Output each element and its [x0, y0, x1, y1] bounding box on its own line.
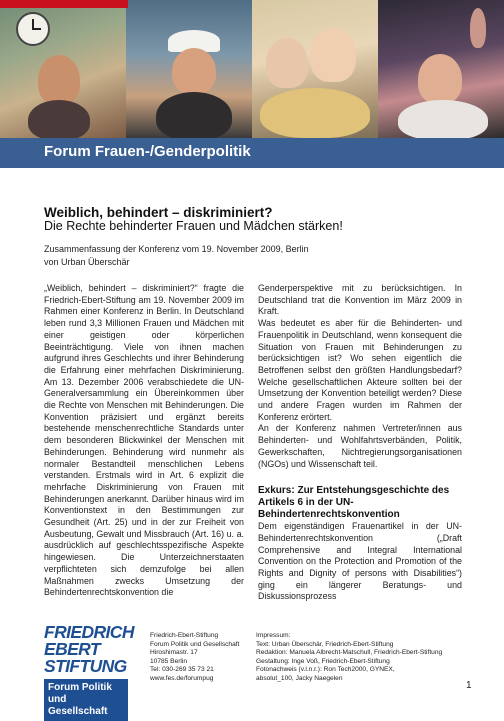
body-paragraph: Genderperspektive mit zu berücksichtigen. In Deutschland trat die Konvention im März 2009 in Kraft.: [258, 283, 462, 317]
impressum-line: absolut_100, Jacky Naegelen: [256, 674, 343, 682]
red-accent-tab: [0, 0, 128, 8]
body-paragraph: An der Konferenz nahmen Vertreter/innen aus Behinderten- und Wohlfahrtsverbänden, Politik, Gewerkschaften, Nichtregierungsorganisationen (NGOs) und Wissenschaft teil.: [258, 423, 462, 469]
footer-address: [150, 632, 239, 684]
address-website-link[interactable]: www.fes.de/forumpug: [150, 674, 214, 682]
address-line: Tel: 030-269 35 73 21: [150, 666, 214, 674]
meta-conference-line: Zusammenfassung der Konferenz vom 19. November 2009, Berlin: [44, 244, 309, 254]
article-subtitle: Die Rechte behinderter Frauen und Mädchen stärken!: [44, 219, 343, 233]
address-line: Friedrich-Ebert-Stiftung: [150, 632, 219, 639]
body-paragraph: „Weiblich, behindert – diskriminiert?“ fragte die Friedrich-Ebert-Stiftung am 19. November 2009 im Rahmen einer Konferenz in Berlin. In Deutschland leben rund 3,3 Millionen Frauen und Mädchen mit einer geistigen oder körperlichen Beeinträchtigung. Viele von ihnen machen aufgrund ihres Geschlechts und ihrer Behinderung die Erfahrung einer mehrfachen Diskriminierung. Am 13. Dezember 2006 verabschiedete die UN-Generalversammlung ein Übereinkommen über die Rechte von Menschen mit Behinderungen. Die Konvention präzisiert und ergänzt bereits bestehende menschenrechtliche Standards unter dem besonderen Blickwinkel der Menschen mit Behinderungen. Behinderung wird nunmehr als normaler Bestandteil menschlichen Lebens verstanden. Erstmals wird in Art. 6 explizit die mehrfache Diskriminierung von Frauen mit Behinderungen anerkannt. Darüber hinaus wird im Konventionstext in den Bestimmungen zur Gesundheit (Art. 25) und in der zur Freiheit von Ausbeutung, Gewalt und Missbrauch (Art. 16) u. a. ausdrücklich auf geschlechtsspezifische Aspekte hingewiesen. Die Unterzeichnerstaaten verpflichteten sich demzufolge bei allen Maßnahmen zwecks Umsetzung der Behindertenrechtskonvention die: [44, 283, 244, 598]
footer-impressum: [256, 632, 442, 684]
logo-forum-box: [44, 679, 128, 721]
body-paragraph: Was bedeutet es aber für die Behinderten- und Frauenpolitik in Deutschland, wenn konsequent die Situation von Frauen mit Behinderungen zu berücksichtigen ist? Wo sehen eigentlich die Betroffenen selbst den größten Handlungsbedarf? Welche gesellschaftlichen Akteure sollten bei der Umsetzung der Konvention beteiligt werden? Diese und andere Fragen wurden im Rahmen der Konferenz erörtert.: [258, 318, 462, 422]
impressum-line: Impressum:: [256, 632, 291, 639]
logo-box-line: und Gesellschaft: [48, 694, 108, 717]
photo-elderly-women: [252, 0, 378, 138]
impressum-line: Redaktion: Manuela Albrecht-Matschull, Friedrich-Ebert-Stiftung: [256, 649, 443, 657]
address-line: Hiroshimastr. 17: [150, 649, 198, 657]
photo-protest-women: [378, 0, 504, 138]
logo-word-ebert: EBERT: [44, 639, 100, 659]
exkurs-paragraph: Dem eigenständigen Frauenartikel in der UN-Behindertenrechtskonvention („Draft Comprehensive and Integral International Convention on the Protection and Promotion of the Rights and Dignity of persons with Disabilities“) ging ein längerer Beratungs- und Diskussionsprozess: [258, 521, 462, 602]
text-column-right: [258, 283, 462, 603]
address-line: 10785 Berlin: [150, 657, 188, 665]
meta-author-line: von Urban Überschär: [44, 257, 130, 267]
photo-classroom-teacher: [0, 0, 126, 138]
article-meta: [44, 243, 309, 269]
logo-word-stiftung: STIFTUNG: [44, 656, 127, 676]
article-title: Weiblich, behindert – diskriminiert?: [44, 205, 273, 220]
impressum-line: Gestaltung: Inge Voß, Friedrich-Ebert-Stiftung: [256, 657, 390, 665]
address-line: Forum Politik und Gesellschaft: [150, 640, 240, 648]
header-photo-strip: [0, 0, 504, 138]
logo-word-friedrich: FRIEDRICH: [44, 622, 134, 642]
band-title: Forum Frauen-/Genderpolitik: [44, 143, 251, 160]
impressum-line: Fotonachweis (v.l.n.r.): Ron Tech2000, GYNEX,: [256, 666, 395, 674]
photo-woman-hardhat: [126, 0, 252, 138]
clock-icon: [16, 12, 50, 46]
exkurs-heading: Exkurs: Zur Entstehungsgeschichte des Artikels 6 in der UN-Behindertenrechtskonvention: [258, 485, 450, 521]
page-number: 1: [466, 680, 472, 691]
text-column-left: [44, 283, 244, 599]
impressum-line: Text: Urban Überschär, Friedrich-Ebert-Stiftung: [256, 640, 394, 648]
fes-logo: [44, 622, 134, 721]
logo-box-line: Forum Politik: [48, 682, 112, 693]
